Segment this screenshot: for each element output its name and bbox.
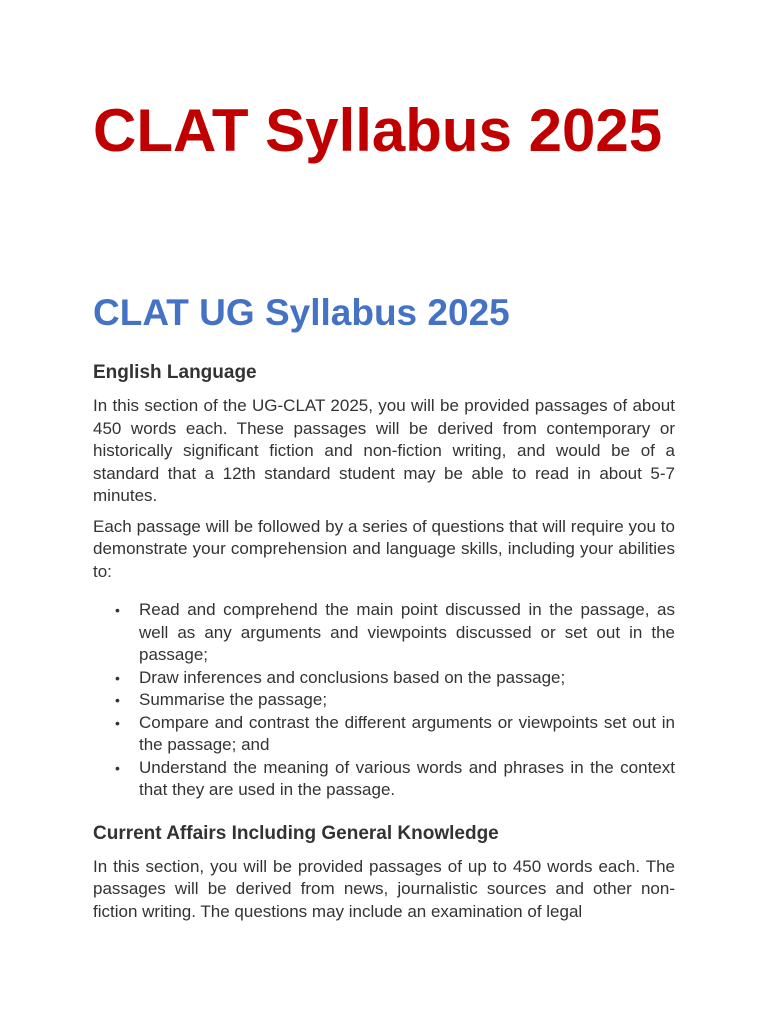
current-affairs-heading: Current Affairs Including General Knowledge — [93, 822, 499, 844]
list-item: • Understand the meaning of various words and phrases in the context that they are used in the passage. — [115, 757, 675, 799]
bullet-icon: • — [115, 714, 120, 731]
list-item: • Summarise the passage; — [139, 689, 675, 712]
bullet-icon: • — [115, 692, 120, 708]
list-item: • Read and comprehend the main point discussed in the passage, as well as any arguments and viewpoints discussed or set out in the passage; — [115, 600, 675, 664]
page-title: CLAT Syllabus 2025 — [93, 97, 663, 164]
skills-list — [93, 599, 675, 802]
list-item: • Compare and contrast the different arguments or viewpoints set out in the passage; and — [115, 712, 675, 754]
english-paragraph-1: In this section of the UG-CLAT 2025, you will be provided passages of about 450 words each. These passages will be derived from contemporary or historically significant fiction and non-fiction writing, and would be of a standard that a 12th standard student may be able to read in about 5-7 minutes. — [93, 396, 675, 505]
current-affairs-paragraph: In this section, you will be provided passages of up to 450 words each. The passages will be derived from news, journalistic sources and other non-fiction writing. The questions may include an examination of legal — [93, 856, 675, 921]
english-language-heading: English Language — [93, 362, 257, 383]
list-item: • Draw inferences and conclusions based on the passage; — [139, 667, 675, 690]
document-body — [93, 360, 675, 931]
bullet-icon: • — [115, 669, 120, 686]
section-title: CLAT UG Syllabus 2025 — [93, 292, 510, 333]
bullet-icon: • — [115, 759, 120, 776]
bullet-icon: • — [115, 602, 120, 618]
english-paragraph-2: Each passage will be followed by a series of questions that will require you to demonstrate your comprehension and language skills, including your abilities to: — [93, 516, 675, 581]
